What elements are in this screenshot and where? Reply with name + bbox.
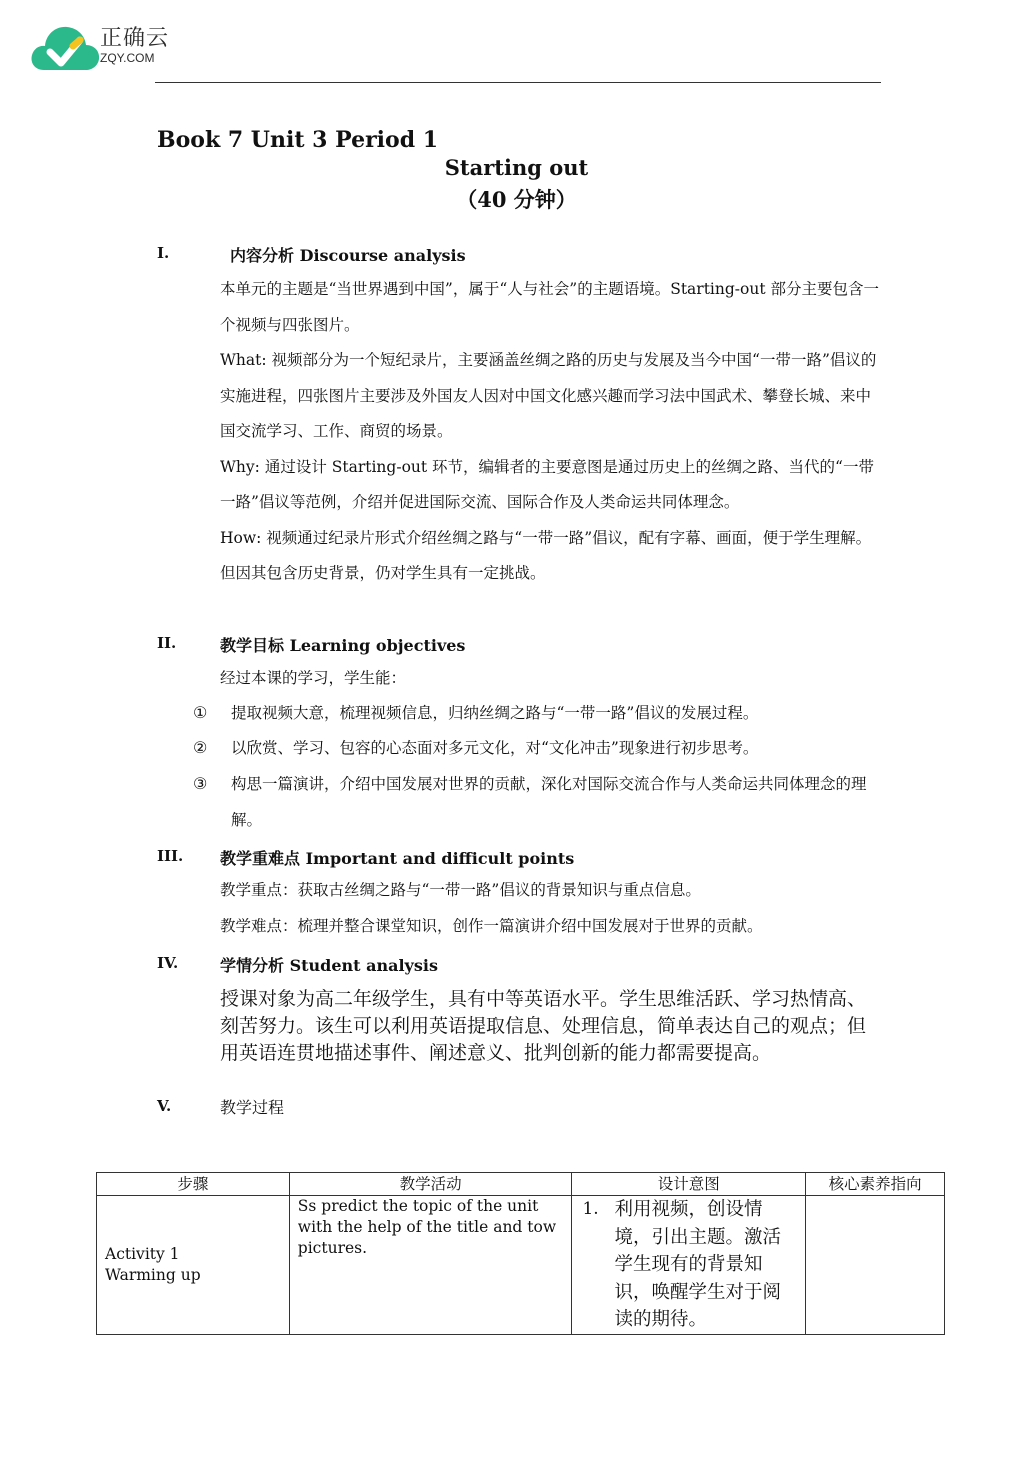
discourse-overview: 本单元的主题是“当世界遇到中国”，属于“人与社会”的主题语境。Starting-out 部分主要包含一个视频与四张图片。 xyxy=(220,280,879,334)
discourse-how: How: 视频通过纪录片形式介绍丝绸之路与“一带一路”倡议，配有字幕、画面，便于学生理解。但因其包含历史背景，仍对学生具有一定挑战。 xyxy=(220,528,872,582)
key-point: 教学重点：获取古丝绸之路与“一带一路”倡议的背景知识与重点信息。 xyxy=(220,881,701,899)
section-1-number: I. xyxy=(157,244,170,262)
student-analysis-text: 授课对象为高二年级学生，具有中等英语水平。学生思维活跃、学习热情高、刻苦努力。该生可以利用英语提取信息、处理信息，简单表达自己的观点；但用英语连贯地描述事件、阐述意义、批判创新的能力都需要提高。 xyxy=(220,988,867,1064)
step-activity-number: Activity 1 xyxy=(105,1244,180,1263)
objective-2-number: ② xyxy=(193,738,208,757)
step-activity-name: Warming up xyxy=(105,1265,201,1284)
header-step: 步骤 xyxy=(97,1173,290,1196)
section-2-heading: 教学目标 Learning objectives xyxy=(220,636,466,655)
section-2-number: II. xyxy=(157,634,177,652)
logo-name-en: ZQY.COM xyxy=(100,51,155,65)
lesson-duration: （40 分钟） xyxy=(456,187,577,212)
discourse-what: What: 视频部分为一个短纪录片，主要涵盖丝绸之路的历史与发展及当今中国“一带一路”倡议的实施进程，四张图片主要涉及外国友人因对中国文化感兴趣而学习法中国武术、攀登长城、来中国交流学习、工作、商贸的场景。 xyxy=(220,351,877,440)
table-header-row xyxy=(97,1173,945,1196)
section-4-heading: 学情分析 Student analysis xyxy=(220,956,438,975)
objective-2-text: 以欣赏、学习、包容的心态面对多元文化，对“文化冲击”现象进行初步思考。 xyxy=(231,739,759,757)
logo-name-cn: 正确云 xyxy=(100,26,170,51)
design-item-text: 利用视频，创设情境，引出主题。激活学生现有的背景知识，唤醒学生对于阅读的期待。 xyxy=(614,1199,781,1330)
header-divider xyxy=(155,82,881,83)
objectives-intro: 经过本课的学习，学生能： xyxy=(220,669,407,687)
book-title: Book 7 Unit 3 Period 1 xyxy=(157,127,439,153)
section-3-number: III. xyxy=(157,847,184,865)
core-literacy-cell xyxy=(806,1196,945,1335)
header-core-literacy: 核心素养指向 xyxy=(806,1173,945,1196)
section-1-body xyxy=(220,272,880,592)
design-item-number: 1. xyxy=(582,1199,599,1219)
lesson-title: Starting out xyxy=(444,155,589,180)
logo-text xyxy=(100,27,169,65)
section-3-heading: 教学重难点 Important and difficult points xyxy=(220,849,575,868)
header-activity: 教学活动 xyxy=(289,1173,572,1196)
design-intent-cell xyxy=(572,1196,806,1335)
step-cell xyxy=(97,1196,290,1335)
section-4-number: IV. xyxy=(157,954,179,972)
cloud-check-icon xyxy=(30,22,102,74)
table-row xyxy=(97,1196,945,1335)
discourse-why: Why: 通过设计 Starting-out 环节，编辑者的主要意图是通过历史上的丝绸之路、当代的“一带一路”倡议等范例，介绍并促进国际交流、国际合作及人类命运共同体理念。 xyxy=(220,457,874,511)
section-5-number: V. xyxy=(157,1097,172,1115)
section-5-heading: 教学过程 xyxy=(220,1098,285,1117)
objective-3-number: ③ xyxy=(193,774,208,793)
objective-3-text: 构思一篇演讲，介绍中国发展对世界的贡献，深化对国际交流合作与人类命运共同体理念的理解。 xyxy=(231,775,867,829)
objective-1-text: 提取视频大意，梳理视频信息，归纳丝绸之路与“一带一路”倡议的发展过程。 xyxy=(231,704,759,722)
objective-1-number: ① xyxy=(193,703,208,722)
section-1-heading: 内容分析 Discourse analysis xyxy=(230,246,466,265)
header-design-intent: 设计意图 xyxy=(572,1173,806,1196)
teaching-process-table xyxy=(96,1172,945,1335)
difficult-point: 教学难点：梳理并整合课堂知识，创作一篇演讲介绍中国发展对于世界的贡献。 xyxy=(220,917,763,935)
activity-cell: Ss predict the topic of the unit with the help of the title and tow pictures. xyxy=(289,1196,572,1335)
